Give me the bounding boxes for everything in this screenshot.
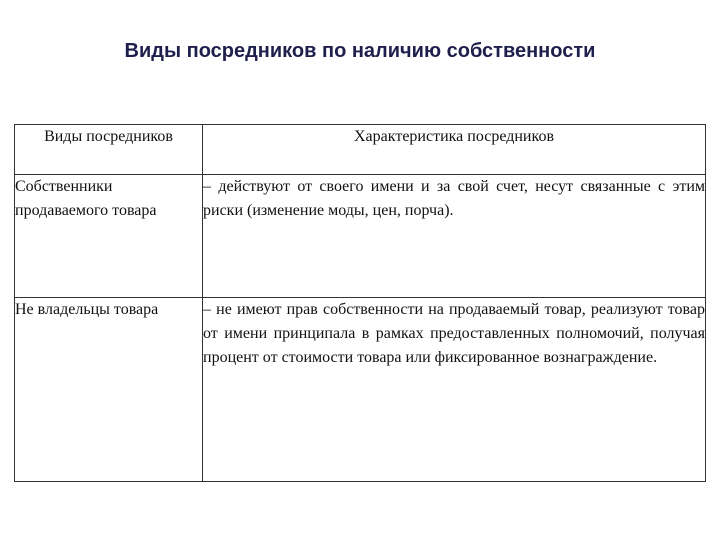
page-title: Виды посредников по наличию собственности — [124, 40, 596, 62]
row-type-cell: Собственники продаваемого товара — [15, 175, 203, 298]
intermediaries-table — [14, 124, 706, 482]
row-description-cell: – действуют от своего имени и за свой счет, несут связанные с этим риски (изменение моды, цен, порча). — [203, 175, 706, 298]
table-row — [15, 175, 706, 298]
row-description-cell: – не имеют прав собственности на продаваемый товар, реализуют товар от имени принципала в рамках предоставленных полномочий, получая процент от стоимости товара или фиксированное вознаграждение. — [203, 298, 706, 482]
table-header-row — [15, 125, 706, 175]
header-intermediary-characteristics: Характеристика посредников — [203, 125, 706, 175]
table-row — [15, 298, 706, 482]
header-intermediary-types: Виды посредников — [15, 125, 203, 175]
row-type-cell: Не владельцы товара — [15, 298, 203, 482]
